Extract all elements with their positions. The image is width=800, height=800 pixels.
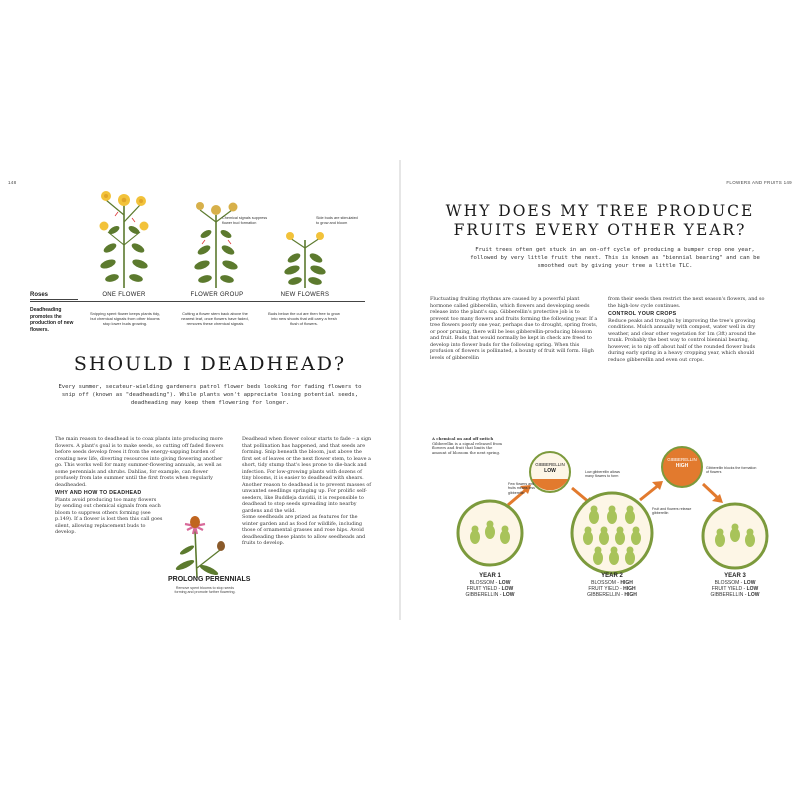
deadhead-paragraph-3: Deadhead when flower colour starts to fade – a sign that pollination has happened, and that seeds are forming. Snip beneath the bloom, just above the first set of leaves or the next flower stem, to leave a short, tidy stump that's less prone to die-back and infection. For low-growing plants with dozens of tiny blooms, it is easier to deadhead with shears. [242,436,372,481]
year-3-title: YEAR 3 [724,573,746,579]
bubble-low-line-1: GIBBERELLIN [535,462,565,467]
deadhead-paragraph-1: The main reason to deadhead is to coax plants into producing more flowers. A plant's goal is to make seeds, so cutting off faded flowers before seeds develop frees it from the energy-sapping burden of creating new life, diverting resources into giving flowering another go. This works well for many summer-flowering annuals, as well as some perennials and shrubs. Dahlias, for example, can flower profusely from late summer until the first frosts when regularly deadheaded. [55,436,224,488]
year-1-row-blossom: BLOSSOM - LOW [469,580,511,586]
deadhead-title: SHOULD I DEADHEAD? [73,353,347,375]
caption-one-flower: Snipping spent flower keeps plants tidy, but chemical signals from other blooms stop lower buds growing. [90,311,160,326]
bubble-high-line-2: HIGH [675,463,689,469]
note-fruit-release: Fruit and flowers release gibberellin [652,507,692,516]
year-2-stats [582,573,642,598]
biennial-paragraph-3: Reduce peaks and troughs by improving the tree's growing conditions. Mulch annually with compost, water well in dry weather, and clear other vegetation for 1m (3ft) around the trunk. Probably the best way to control biennial bearing, however, is to nip off about half of the rounded flower buds during early spring in a heavy cropping year, which should reduce gibberellin and even out crops. [608,317,756,363]
deadhead-paragraph-5: Some seedheads are prized as features for the winter garden and as food for wildlife, including those of ornamental grasses and rose hips. Avoid deadheading these plants to allow seedheads and fruits to develop. [242,514,366,546]
caption-new-flowers: Buds below the cut are then free to grow into new shoots that will carry a fresh flush of flowers. [268,311,340,326]
perennial-caption: Remove spent blooms to stop seeds forming and promote further flowering. [174,586,236,595]
deadhead-paragraph-2: Plants avoid producing too many flowers by sending out chemical signals from each bloom to suppress others forming (see p.149). If a flower is lost then this call goes silent, allowing replacement buds to develop. [55,496,163,535]
biennial-title-line-2: FRUITS EVERY OTHER YEAR? [453,221,747,239]
bubble-low-text [528,462,572,474]
page-number-left: 148 [8,180,17,185]
note-few-flowers: Few flowers and fruits means less gibberellin [508,482,535,495]
year-1-title: YEAR 1 [479,573,501,579]
roses-heading: Roses [30,292,78,300]
note-blocks-formation: Gibberellin blocks the formation of flowers [706,466,757,475]
note-low-allows: Low gibberellin allows many flowers to form [585,470,620,479]
deadhead-intro: Every summer, secateur-wielding gardeners patrol flower beds looking for fading flowers to snip off (known as "deadheading"). While plants won't appreciate losing potential seeds, deadheading may keep them flowering for longer. [58,384,362,406]
biennial-subhead: CONTROL YOUR CROPS [608,311,677,317]
bubble-high-text [660,457,704,469]
biennial-paragraph-2: from their seeds then restrict the next season's flowers, and so the high-low cycle continues. [608,296,765,309]
biennial-title-line-1: WHY DOES MY TREE PRODUCE [445,202,755,220]
year-1-stats [460,573,520,598]
diagram-caption-body: Gibberellin is a signal released from flowers and fruit that limits the amount of blossom the next spring. [432,440,503,455]
label-new-flowers: NEW FLOWERS [280,292,330,298]
note-chemical-signals: Chemical signals suppress flower bud formation [222,216,268,225]
running-head-right: FLOWERS AND FRUITS 149 [726,180,792,185]
year-3-row-blossom: BLOSSOM - LOW [714,580,756,586]
year-2-row-fruit: FRUIT YIELD - HIGH [588,586,636,592]
perennial-title: PROLONG PERENNIALS [168,576,251,583]
diagram-caption-title: A chemical on and off switch [432,436,494,441]
year-3-row-fruit: FRUIT YIELD - LOW [711,586,759,592]
label-flower-group: FLOWER GROUP [190,292,244,298]
year-1-row-fruit: FRUIT YIELD - LOW [466,586,514,592]
year-2-row-blossom: BLOSSOM - HIGH [591,580,633,586]
year-1-row-gibberellin: GIBBERELLIN - LOW [465,592,515,598]
year-2-row-gibberellin: GIBBERELLIN - HIGH [587,592,637,598]
roses-description: Deadheading promotes the production of new flowers. [30,307,74,333]
label-one-flower: ONE FLOWER [102,292,146,298]
year-3-row-gibberellin: GIBBERELLIN - LOW [710,592,760,598]
caption-flower-group: Cutting a flower stem back above the nearest leaf, once flowers have faded, removes these chemical signals [181,311,249,326]
deadhead-paragraph-4: Another reason to deadhead is to prevent masses of unwanted seedlings springing up. For prolific self-seeders, like Buddleja davidii, it is responsible to deadhead to stop seeds spreading into nearby gardens and the wild. [242,481,372,514]
bubble-low-line-2: LOW [544,468,556,474]
note-side-buds: Side buds are stimulated to grow and bloom [316,216,358,225]
biennial-paragraph-1: Fluctuating fruiting rhythms are caused by a powerful plant hormone called gibberellin, which flowers and developing seeds release into the plant's sap. Gibberellin's protective job is to prevent too many flowers and fruits forming the following year. If a tree flowers poorly one year, perhaps due to drought, spring frosts, or poor pruning, there will be less gibberellin-producing blossom and fruit. Buds that would normally be kept in check are freed to develop into flower buds for the following spring. When this profusion of flowers is pollinated, a bounty of fruit will form. High levels of gibberellin [430,296,598,361]
year-2-title: YEAR 2 [601,573,623,579]
biennial-intro: Fruit trees often get stuck in an on-off cycle of producing a bumper crop one year, followed by very little fruit the next. This is known as "biennial bearing" and can be smoothed out by giving your tree a little TLC. [470,247,760,269]
bubble-high-line-1: GIBBERELLIN [667,457,697,462]
year-3-stats [705,573,765,598]
deadhead-subhead: WHY AND HOW TO DEADHEAD [55,490,142,496]
